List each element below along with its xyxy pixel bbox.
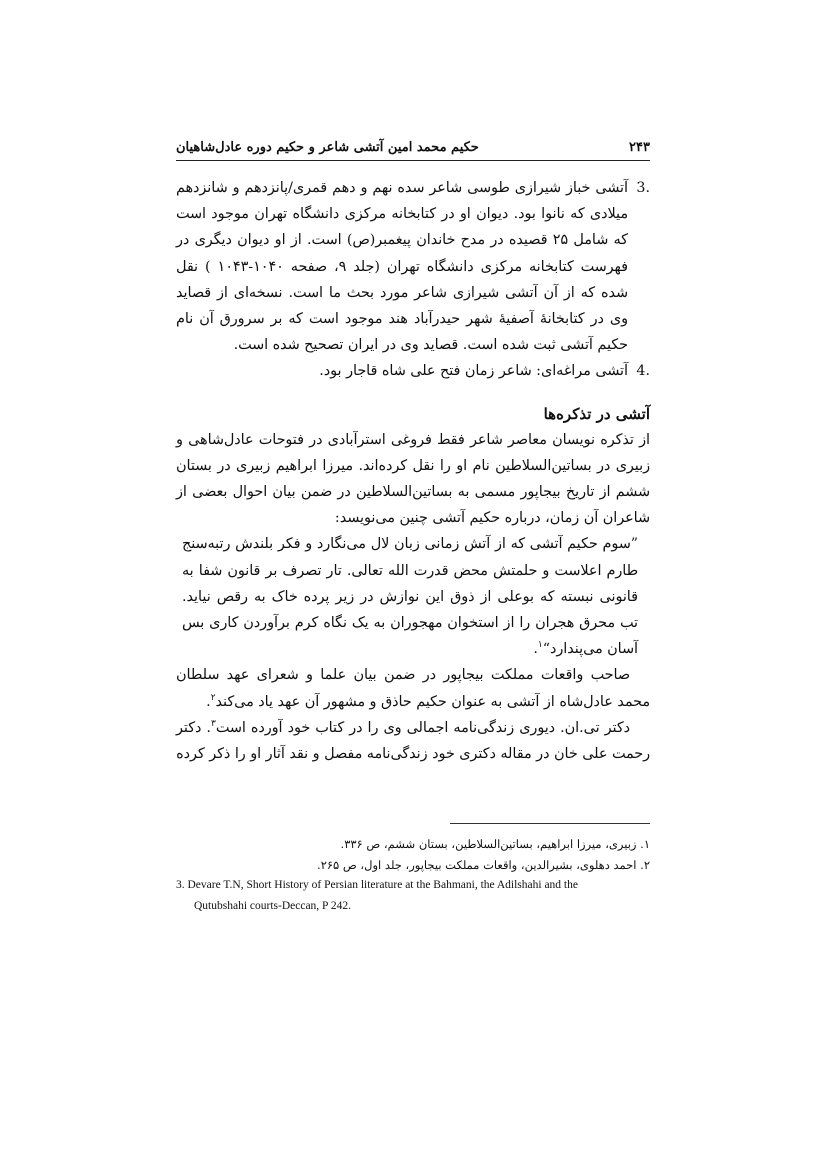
numbered-list (176, 175, 650, 385)
footnotes (176, 834, 650, 916)
footnote-line: Qutubshahi courts-Deccan, P 242. (194, 899, 352, 912)
footnote (176, 875, 650, 916)
body-text (176, 175, 650, 767)
list-item-text: آتشی مراغه‌ای: شاعر زمان فتح علی شاه قاجار بود. (319, 363, 628, 380)
footnote: ۲. احمد دهلوی، بشیرالدین، واقعات مملکت بیجاپور، جلد اول، ص ۲۶۵. (317, 857, 650, 872)
running-header (176, 130, 650, 161)
list-item (176, 358, 650, 384)
paragraph-text: دکتر تی.ان. دیوری زندگی‌نامه اجمالی وی را در کتاب خود آورده است (215, 719, 631, 736)
page-number: ۲۴۳ (629, 140, 650, 155)
footnote-line: 3. Devare T.N, Short History of Persian literature at the Bahmani, the Adilshahi and the (176, 879, 578, 892)
document-page (176, 130, 650, 916)
list-item (176, 175, 650, 358)
footnote-ref: ۲ (210, 692, 216, 703)
paragraph-text: صاحب واقعات مملکت بیجاپور در ضمن بیان علما و شعرای عهد سلطان محمد عادل‌شاه از آتشی به عنوان حکیم حاذق و مشهور آن عهد یاد می‌کند (176, 667, 650, 710)
list-item-text: آتشی خباز شیرازی طوسی شاعر سده نهم و دهم قمری/پانزدهم و شانزدهم میلادی که نانوا بود. دیوان او در کتابخانه مرکزی دانشگاه تهران موجود است که شامل ۲۵ قصیده در مدح خاندان پیغمبر(ص) است. از او دیوان دیگری در فهرست کتابخانه مرکزی دانشگاه تهران (جلد ۹، صفحه ۱۰۴۰-۱۰۴۳ ) نقل شده که از آن آتشی شیرازی شاعر مورد بحث ما است. نسخه‌ای از قصاید وی در کتابخانۀ آصفیۀ شهر حیدرآباد هند موجود است که بر سرورق آن نام حکیم آتشی ثبت شده است. قصاید وی در ایران تصحیح شده است. (176, 180, 628, 354)
paragraph-text: . دکتر رحمت علی خان در مقاله دکتری خود زندگی‌نامه مفصل و نقد آثار او را ذکر کرده (176, 719, 650, 763)
footnote-separator (450, 823, 650, 824)
footnote: ۱. زبیری، میرزا ابراهیم، بساتین‌السلاطین، بستان ششم، ص ۳۳۶. (340, 837, 650, 852)
running-title: حکیم محمد امین آتشی شاعر و حکیم دوره عادل‌شاهیان (176, 140, 479, 155)
list-marker: 4. (636, 363, 650, 380)
paragraph (176, 715, 650, 767)
quote-text: ”سوم حکیم آتشی که از آتش زمانی زبان لال می‌نگارد و فکر بلندش رتبه‌سنج طارم اعلاست و حلمتش محض قدرت الله تعالی. تار تصرف بر قانون شفا به قانونی نبسته که بوعلی از ذوق این نوازش در زیر پرده خاک به رقص نیاید. تب محرق هجران را از استخوان مهجوران به یک نگاه کرم برآوردن کاری بس آسان می‌پندارد“ (182, 536, 638, 658)
list-marker: 3. (636, 180, 650, 196)
block-quote: ”سوم حکیم آتشی که از آتش زمانی زبان لال می‌نگارد و فکر بلندش رتبه‌سنج طارم اعلاست و حلمتش محض قدرت الله تعالی. تار تصرف بر قانون شفا به قانونی نبسته که بوعلی از ذوق این نوازش در زیر پرده خاک به رقص نیاید. تب محرق هجران را از استخوان مهجوران به یک نگاه کرم برآوردن کاری بس آسان می‌پندارد“$^۱$. (182, 536, 638, 658)
footnote-ref: ۳ (210, 719, 216, 730)
paragraph: صاحب واقعات مملکت بیجاپور در ضمن بیان علما و شعرای عهد سلطان محمد عادل‌شاه از آتشی به عنوان حکیم حاذق و مشهور آن عهد یاد می‌کند$^۲$. (176, 667, 650, 710)
footnote-ref: ۱ (537, 640, 543, 651)
section-heading: آتشی در تذکره‌ها (543, 404, 650, 423)
paragraph: از تذکره نویسان معاصر شاعر فقط فروغی استرآبادی در فتوحات عادل‌شاهی و زبیری در بساتین‌السلاطین نام او را نقل کرده‌اند. میرزا ابراهیم زبیری در بستان ششم از تاریخ بیجاپور مسمی به بساتین‌السلاطین در ضمن بیان احوال بعضی از شاعران آن زمان، درباره حکیم آتشی چنین می‌نویسد: (176, 431, 650, 527)
